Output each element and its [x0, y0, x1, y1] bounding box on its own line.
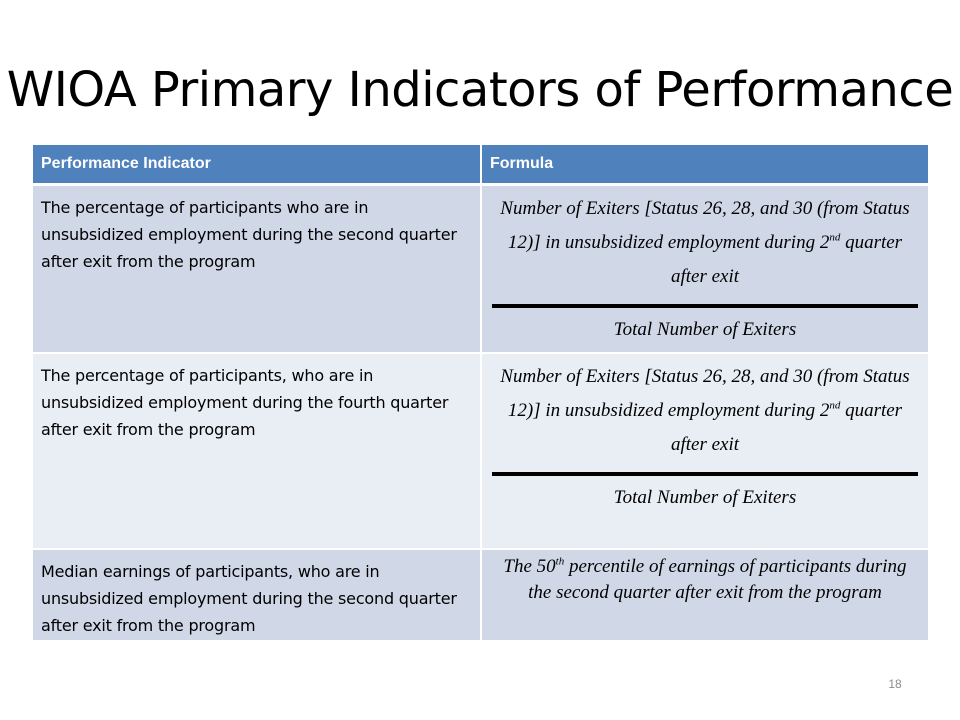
table-header-row [33, 145, 929, 185]
formula-fraction [482, 186, 928, 344]
performance-table [33, 145, 930, 642]
numerator-text: Number of Exiters [Status 26, 28, and 30 (from Status 12)] in unsubsidized employment during 2 [500, 365, 910, 421]
numerator-text-end: quarter after exit [670, 232, 903, 287]
numerator-text: Number of Exiters [Status 26, 28, and 30 (from Status 12)] in unsubsidized employment during 2 [500, 198, 910, 253]
formula-cell [481, 353, 929, 549]
formula-cell [481, 549, 929, 641]
formula-text-end: percentile of earnings of participants during the second quarter after exit from the program [528, 555, 907, 603]
table-row [33, 185, 929, 353]
slide-title: WIOA Primary Indicators of Performance [6, 62, 954, 118]
indicator-text: Median earnings of participants, who are in unsubsidized employment during the second quarter after exit from the program [41, 561, 457, 635]
formula-fraction [482, 354, 928, 512]
formula-denominator: Total Number of Exiters [613, 319, 797, 340]
numerator-superscript: nd [829, 231, 841, 244]
header-formula: Formula [481, 145, 929, 185]
indicator-cell [33, 549, 481, 641]
indicator-text: The percentage of participants who are in unsubsidized employment during the second quarter after exit from the program [41, 198, 457, 271]
indicator-text: The percentage of participants, who are in unsubsidized employment during the fourth quarter after exit from the program [41, 365, 449, 439]
header-performance-indicator: Performance Indicator [33, 145, 481, 185]
formula-denominator: Total Number of Exiters [613, 486, 797, 508]
page-number: 18 [888, 677, 902, 691]
indicator-cell [33, 353, 481, 549]
formula-text-start: The 50 [503, 555, 556, 577]
table-row [33, 549, 929, 641]
formula-text [482, 550, 928, 606]
numerator-text-end: quarter after exit [670, 399, 903, 455]
table-row [33, 353, 929, 549]
formula-cell [481, 185, 929, 353]
numerator-superscript: nd [829, 399, 841, 412]
formula-numerator [482, 354, 928, 462]
indicator-cell [33, 185, 481, 353]
fraction-bar [492, 472, 918, 476]
formula-numerator [482, 186, 928, 294]
fraction-bar [492, 304, 918, 308]
formula-superscript: th [555, 555, 565, 568]
